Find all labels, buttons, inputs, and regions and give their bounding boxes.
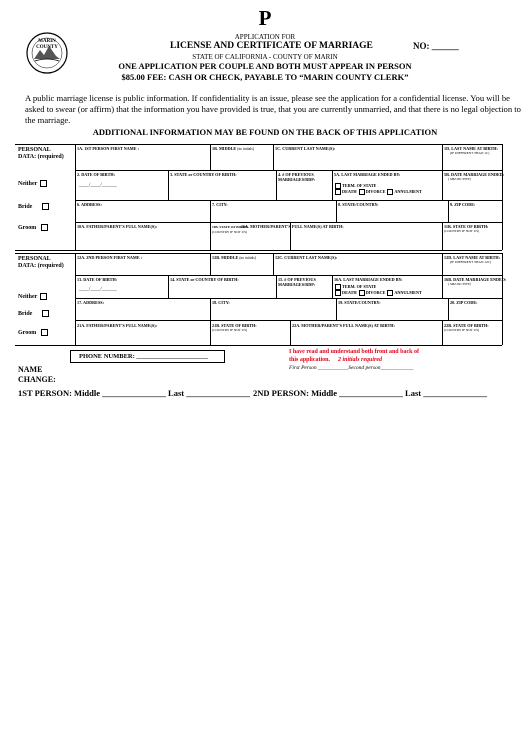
- p1-divorce-checkbox[interactable]: [359, 189, 365, 195]
- p2-prev-marriages-field[interactable]: 15. # OF PREVIOUS MARRIAGES/RDP:: [278, 277, 316, 287]
- p2-date-ended-field[interactable]: 16B. DATE MARRIAGE ENDED: ( MM DD YYYY): [444, 277, 507, 286]
- p2-death-checkbox[interactable]: [335, 290, 341, 296]
- phone-number-field[interactable]: PHONE NUMBER: ______________________: [70, 350, 225, 363]
- fee-line: $85.00 FEE: CASH OR CHECK, PAYABLE TO “MARIN COUNTY CLERK”: [121, 72, 409, 82]
- p1-marriage-ended-by: 5A. LAST MARRIAGE ENDED BY:: [334, 172, 401, 177]
- p1-neither-option[interactable]: Neither: [18, 180, 47, 187]
- p1-middle-field[interactable]: 1B. MIDDLE (no initials): [212, 146, 254, 151]
- p2-groom-checkbox[interactable]: [41, 329, 48, 336]
- p1-groom-checkbox[interactable]: [41, 224, 48, 231]
- p1-zip-field[interactable]: 9. ZIP CODE:: [450, 202, 476, 207]
- p2-personal-data: PERSONAL DATA: (required): [18, 256, 64, 269]
- p1-mother-birth-state-field[interactable]: 11B. STATE OF BIRTH: (COUNTRY IF NOT US): [444, 224, 489, 233]
- p1-death-checkbox[interactable]: [335, 189, 341, 195]
- p1-prev-marriages-field[interactable]: 4. # OF PREVIOUS MARRIAGES/RDP:: [278, 172, 316, 182]
- p2-marriage-ended-by: 16A. LAST MARRIAGE ENDED BY:: [334, 277, 403, 282]
- p2-zip-field[interactable]: 20. ZIP CODE:: [450, 300, 478, 305]
- p1-father-name-field[interactable]: 10A. FATHER/PARENT'S FULL NAME(S):: [77, 224, 158, 229]
- p1-term-option[interactable]: TERM. OF STATE: [334, 183, 376, 189]
- p2-address-field[interactable]: 17. ADDRESS:: [77, 300, 104, 305]
- p1-dob-field[interactable]: 2. DATE OF BIRTH: ____/____/______: [77, 172, 117, 188]
- p2-death-divorce-annulment[interactable]: DEATH DIVORCE ANNULMENT: [334, 290, 422, 296]
- p2-middle-field[interactable]: 12B. MIDDLE (no initials): [212, 255, 257, 260]
- p2-father-birth-state-field[interactable]: 21B. STATE OF BIRTH: (COUNTRY IF NOT US): [212, 323, 257, 332]
- second-person-name-change[interactable]: 2ND PERSON: Middle _______________ Last _______________: [253, 388, 487, 398]
- p1-birth-last-name-field[interactable]: 1D. LAST NAME AT BIRTH: (IF DIFFERENT THAN 1C): [444, 146, 498, 155]
- p1-last-name-field[interactable]: 1C. CURRENT LAST NAME(S):: [275, 146, 336, 151]
- p1-personal-data: PERSONAL DATA: (required): [18, 147, 64, 160]
- initials-line[interactable]: First Person ___________Second person____________: [289, 365, 414, 371]
- p2-annulment-checkbox[interactable]: [387, 290, 393, 296]
- first-person-name-change[interactable]: 1ST PERSON: Middle _______________ Last _______________: [18, 388, 250, 398]
- p1-date-ended-field[interactable]: 5B. DATE MARRIAGE ENDED: ( MM DD YYYY): [444, 172, 505, 181]
- attestation-line2: this application. 2 initials required: [289, 357, 383, 363]
- p2-dob-field[interactable]: 13. DATE OF BIRTH: ____/____/______: [77, 277, 118, 292]
- license-number: NO: ______: [413, 41, 459, 51]
- p2-first-name-field[interactable]: 12A. 2ND PERSON FIRST NAME :: [77, 255, 143, 260]
- p1-address-field[interactable]: 6. ADDRESS:: [77, 202, 102, 207]
- intro-paragraph: A public marriage license is public information. If confidentiality is an issue, please see the application for a confidential license. You will be asked to swear (or affirm) that the information you have provided is true, that you are currently unmarried, and that there is no legal objection to the marriage.: [25, 93, 521, 125]
- form-title: LICENSE AND CERTIFICATE OF MARRIAGE: [170, 41, 373, 51]
- seal-label: MARIN COUNTY: [36, 39, 58, 50]
- p2-birth-state-field[interactable]: 14. STATE or COUNTRY OF BIRTH:: [170, 277, 239, 282]
- p2-bride-checkbox[interactable]: [42, 310, 49, 317]
- p2-neither-checkbox[interactable]: [40, 293, 47, 300]
- name-change-label: NAME CHANGE:: [18, 365, 56, 384]
- p1-bride-option[interactable]: Bride: [18, 203, 49, 210]
- p2-father-name-field[interactable]: 21A. FATHER/PARENT'S FULL NAME(S):: [77, 323, 158, 328]
- p1-first-name-field[interactable]: 1A. 1ST PERSON FIRST NAME :: [77, 146, 139, 151]
- p1-mother-name-field[interactable]: 11A. MOTHER/PARENT'S FULL NAME(S) AT BIRTH:: [241, 224, 344, 229]
- state-county: STATE OF CALIFORNIA - COUNTY OF MARIN: [192, 53, 338, 61]
- form-letter: P: [258, 6, 272, 30]
- p1-bride-checkbox[interactable]: [42, 203, 49, 210]
- p1-birth-state-field[interactable]: 3. STATE or COUNTRY OF BIRTH:: [170, 172, 237, 177]
- p2-neither-option[interactable]: Neither: [18, 293, 47, 300]
- p2-groom-option[interactable]: Groom: [18, 329, 48, 336]
- p2-bride-option[interactable]: Bride: [18, 310, 49, 317]
- attestation-line1: I have read and understand both front and back of: [289, 349, 419, 355]
- p1-groom-option[interactable]: Groom: [18, 224, 48, 231]
- p2-divorce-checkbox[interactable]: [359, 290, 365, 296]
- county-seal: [25, 31, 69, 75]
- p2-last-name-field[interactable]: 12C. CURRENT LAST NAME(S):: [275, 255, 338, 260]
- p2-birth-last-name-field[interactable]: 12D. LAST NAME AT BIRTH: (IF DIFFERENT THAN 12C): [444, 255, 501, 264]
- p1-annulment-checkbox[interactable]: [387, 189, 393, 195]
- p1-state-country-field[interactable]: 8. STATE/COUNTRY:: [338, 202, 379, 207]
- p1-neither-checkbox[interactable]: [40, 180, 47, 187]
- appear-in-person: ONE APPLICATION PER COUPLE AND BOTH MUST APPEAR IN PERSON: [118, 61, 412, 71]
- p1-city-field[interactable]: 7. CITY:: [212, 202, 228, 207]
- p2-mother-name-field[interactable]: 22A. MOTHER/PARENT'S FULL NAME(S) AT BIRTH:: [292, 323, 395, 328]
- p2-state-country-field[interactable]: 19. STATE/COUNTRY:: [338, 300, 381, 305]
- application-for: APPLICATION FOR: [234, 33, 296, 41]
- p1-father-birth-state-field[interactable]: 10B. STATE OF BIRTH: (COUNTRY IF NOT US): [212, 225, 249, 234]
- p2-mother-birth-state-field[interactable]: 22B. STATE OF BIRTH: (COUNTRY IF NOT US): [444, 323, 489, 332]
- p2-term-option[interactable]: TERM. OF STATE: [334, 284, 376, 290]
- additional-info: ADDITIONAL INFORMATION MAY BE FOUND ON THE BACK OF THIS APPLICATION: [92, 127, 438, 137]
- p2-city-field[interactable]: 18. CITY:: [212, 300, 230, 305]
- p1-death-divorce-annulment[interactable]: DEATH DIVORCE ANNULMENT: [334, 189, 422, 195]
- seal-icon: [25, 31, 69, 75]
